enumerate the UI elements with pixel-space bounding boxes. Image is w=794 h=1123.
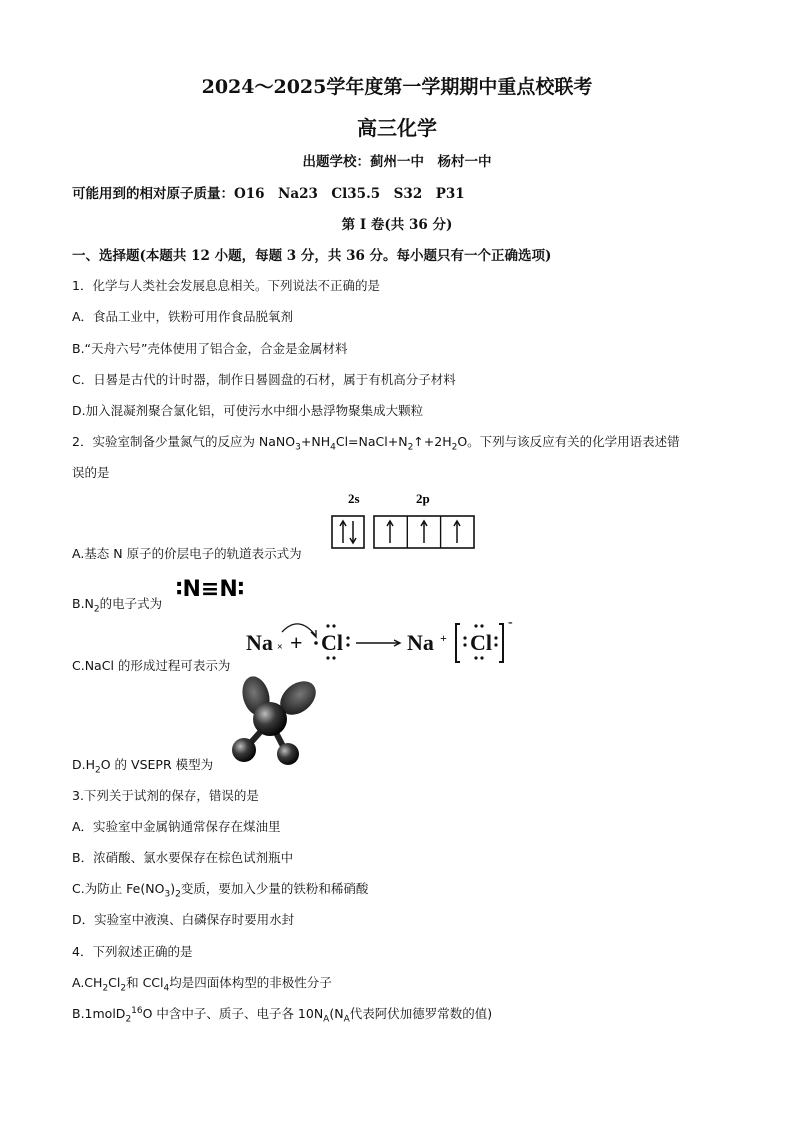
q2-stem-line2: 误的是 — [72, 465, 110, 480]
q3-option-a: A．实验室中金属钠通常保存在煤油里 — [72, 819, 281, 834]
svg-text:Cl: Cl — [321, 630, 343, 655]
h2o-vsepr-model — [226, 676, 336, 766]
svg-text:Cl: Cl — [470, 630, 492, 655]
orbital-label-2p: 2p — [416, 491, 430, 506]
q4-option-b: B.1molD$_2^{16}$O 中含中子、质子、电子各 $10N_A(N_A$代表阿伏加德罗常数的值) — [72, 1005, 493, 1025]
svg-text:×: × — [277, 642, 283, 653]
svg-text:∶N≡N∶: ∶N≡N∶ — [176, 577, 245, 602]
q1-option-a: A．食品工业中，铁粉可用作食品脱氧剂 — [72, 309, 294, 324]
part-one-heading: 第 I 卷(共 36 分) — [341, 217, 453, 233]
q4-option-a: $A.CH_2Cl_2$和 CCl$_4$均是四面体构型的非极性分子 — [72, 975, 332, 994]
svg-text:Na: Na — [407, 630, 434, 655]
q1-option-d: D.加入混凝剂聚合氯化铝，可使污水中细小悬浮物聚集成大颗粒 — [72, 403, 424, 418]
svg-text:+: + — [440, 631, 447, 645]
orbital-label-2s: 2s — [348, 491, 360, 506]
q1-option-c: C．日晷是古代的计时器，制作日晷圆盘的石材，属于有机高分子材料 — [72, 372, 456, 387]
q3-option-d: D．实验室中液溴、白磷保存时要用水封 — [72, 912, 295, 927]
subject-title: 高三化学 — [357, 116, 437, 140]
electron-arrows — [340, 521, 460, 543]
q2-option-a: A.基态 N 原子的价层电子的轨道表示式为 — [72, 546, 302, 561]
svg-text:Na: Na — [246, 630, 273, 655]
q3-option-c: C.为防止 $Fe(NO_3)_2$变质，要加入少量的铁粉和稀硝酸 — [72, 881, 369, 900]
q1-option-b: B.“天舟六号”壳体使用了铝合金，合金是金属材料 — [72, 341, 348, 356]
orbital-diagram — [330, 491, 480, 557]
q4-stem: 4．下列叙述正确的是 — [72, 944, 193, 959]
svg-text:+: + — [290, 630, 303, 655]
q2-stem: 2．实验室制备少量氮气的反应为 $NaNO_3+NH_4Cl=NaCl+N_2↑+2H_2O$。下列与该反应有关的化学用语表述错 — [72, 434, 680, 453]
q3-stem: 3.下列关于试剂的保存，错误的是 — [72, 788, 259, 803]
q2-option-c: C.NaCl 的形成过程可表示为 — [72, 658, 231, 673]
svg-text:-: - — [508, 615, 513, 630]
q1-stem: 1．化学与人类社会发展息息相关。下列说法不正确的是 — [72, 278, 380, 293]
q2-option-b: $B.N_2$的电子式为 — [72, 596, 163, 615]
section-heading: 一、选择题(本题共 12 小题，每题 3 分，共 36 分。每小题只有一个正确选项) — [72, 248, 552, 264]
atomic-masses: 可能用到的相对原子质量：O16 Na23 Cl35.5 S32 P31 — [72, 186, 465, 202]
nacl-formation-diagram — [244, 612, 519, 670]
exam-title: 2024～2025学年度第一学期期中重点校联考 — [201, 76, 593, 98]
q3-option-b: B．浓硝酸、氯水要保存在棕色试剂瓶中 — [72, 850, 294, 865]
q2-option-d: $D.H_2O$ 的 VSEPR 模型为 — [72, 757, 214, 776]
orbital-box-2s — [332, 516, 364, 548]
question-setting-schools: 出题学校：蓟州一中 杨村一中 — [302, 154, 492, 170]
n2-electron-dot-formula — [176, 572, 266, 606]
